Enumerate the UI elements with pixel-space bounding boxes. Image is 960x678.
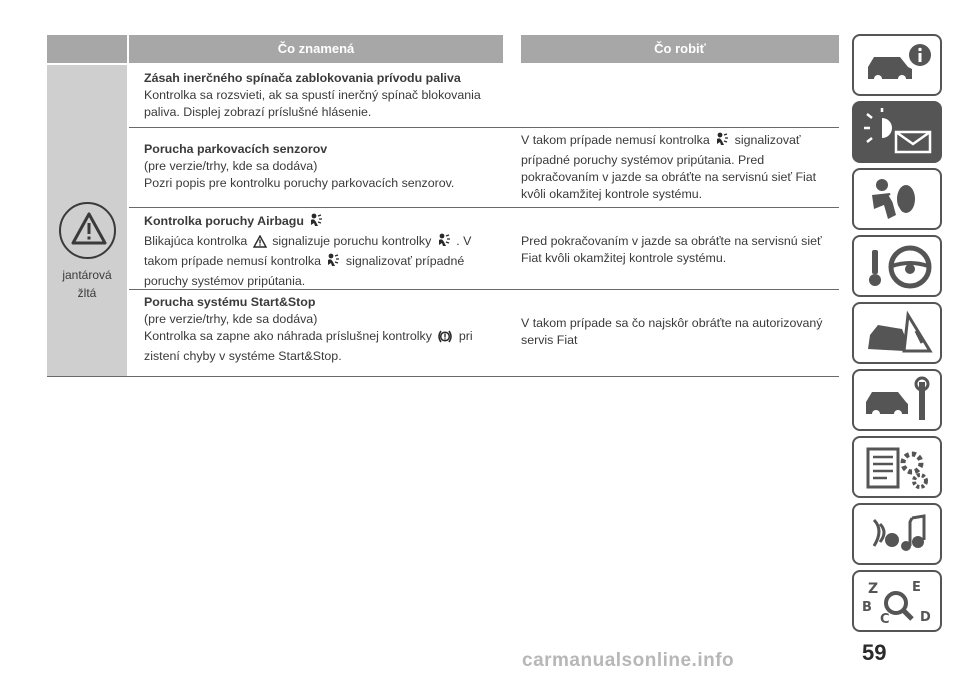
row-airbag-fault-action [521,233,839,267]
table-header [47,35,839,63]
car-maintenance-icon [860,376,936,426]
action-text: signalizovať [734,133,801,147]
row-title-line [144,213,514,233]
header-lamp [47,35,127,63]
car-info-icon [860,41,936,91]
action-line: Pred pokračovaním v jazde sa obráťte na servisnú sieť [521,234,822,248]
action-text: V takom prípade nemusí kontrolka [521,133,710,147]
svg-text:Z: Z [868,581,879,597]
action-line [521,132,839,152]
index-icon [860,577,936,627]
row-title: Zásah inerčného spínača zablokovania prívodu paliva [144,71,461,85]
seat-airbag-icon [860,175,936,225]
row-text: (pre verzie/trhy, kde sa dodáva) [144,159,318,173]
tab-index[interactable] [852,570,942,632]
svg-text:C: C [880,612,890,627]
car-accident-icon [860,309,936,359]
row-text: Kontrolka sa rozsvieti, ak sa spustí inerčný spínač blokovania [144,88,481,102]
row-parking-sensors-action [521,132,839,203]
tab-safety[interactable] [852,168,942,230]
action-line: pokračovaním v jazde sa obráťte na servisnú sieť Fiat [521,170,817,184]
row-text-line [144,233,514,253]
tab-starting-driving[interactable] [852,235,942,297]
svg-text:B: B [862,600,872,615]
tab-emergency[interactable] [852,302,942,364]
page-number: 59 [862,640,887,665]
action-line: prípadné poruchy systémov pripútania. Pred [521,153,765,167]
row-text-line [144,328,514,348]
row-text: Blikajúca kontrolka [144,234,248,248]
tab-car-info[interactable] [852,34,942,96]
warning-triangle-icon [59,202,116,259]
airbag-icon [309,213,323,233]
row-text: signalizuje poruchu kontrolky [272,234,432,248]
lamp-color-amber: jantárová [62,268,112,282]
row-title: Porucha parkovacích senzorov [144,142,328,156]
powertrain-fault-icon [437,330,453,348]
row-title: Porucha systému Start&Stop [144,295,316,309]
header-action: Čo robiť [521,35,839,63]
row-text: (pre verzie/trhy, kde sa dodáva) [144,312,318,326]
row-divider [129,127,839,128]
airbag-icon [437,233,451,253]
row-text: pri [458,329,473,343]
watermark: carmanualsonline.info [522,650,735,671]
action-line: Fiat kvôli okamžitej kontrole systému. [521,251,727,265]
lamp-color-yellow: žltá [77,286,97,300]
row-start-stop-action [521,315,839,349]
row-text: Kontrolka sa zapne ako náhrada príslušnej kontrolky [144,329,432,343]
header-meaning: Čo znamená [129,35,503,63]
action-line: kvôli okamžitej kontrole systému. [521,187,703,201]
tab-warning-lights[interactable] [852,101,942,163]
warning-lights-icon [860,108,936,158]
action-line: servis Fiat [521,333,578,347]
technical-data-icon [860,443,936,493]
row-text: zistení chyby v systéme Start&Stop. [144,349,342,363]
tab-maintenance[interactable] [852,369,942,431]
svg-text:D: D [920,610,931,625]
row-text: . V [456,234,472,248]
row-text: Pozri popis pre kontrolku poruchy parkovacích senzorov. [144,176,455,190]
tab-technical-data[interactable] [852,436,942,498]
table-bottom-border [47,376,839,377]
tab-multimedia[interactable] [852,503,942,565]
steering-wheel-icon [860,242,936,292]
lamp-column [47,65,127,376]
row-title: Kontrolka poruchy Airbagu [144,214,304,228]
row-text: signalizovať prípadné [345,254,465,268]
row-text-line [144,253,514,273]
row-divider [129,207,839,208]
row-fuel-cutoff [144,70,514,121]
small-warning-icon [253,235,267,253]
row-airbag-fault [144,213,514,290]
action-line: V takom prípade sa čo najskôr obráťte na autorizovaný [521,316,823,330]
multimedia-icon [860,510,936,560]
row-start-stop [144,294,514,365]
airbag-icon [326,253,340,273]
row-text: paliva. Displej zobrazí príslušné hlásenie. [144,105,372,119]
row-text: takom prípade nemusí kontrolka [144,254,322,268]
row-text: poruchy systémov pripútania. [144,274,306,288]
airbag-icon [715,132,729,152]
row-parking-sensors [144,141,514,192]
svg-text:E: E [912,580,921,595]
